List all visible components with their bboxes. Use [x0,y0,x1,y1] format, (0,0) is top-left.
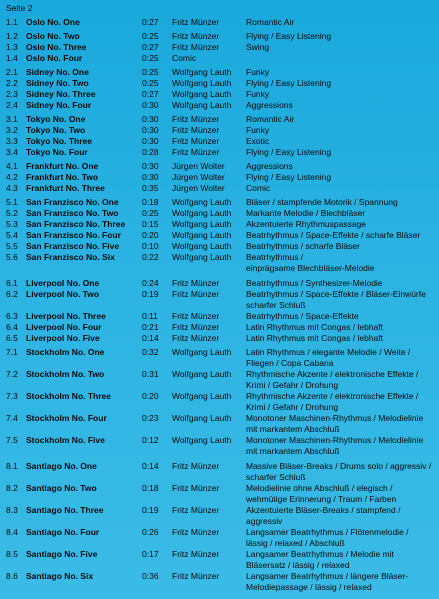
track-composer: Wolfgang Lauth [172,230,232,240]
track-composer: Fritz Münzer [172,333,220,343]
track-duration: 0:27 [142,17,159,27]
track-number: 8.6 [6,571,18,581]
track-number: 3.1 [6,114,18,124]
track-row [0,483,439,494]
track-title: Liverpool No. Four [26,322,102,332]
track-description: Funky [246,67,270,77]
track-duration: 0:30 [142,161,159,171]
track-duration: 0:31 [142,369,159,379]
track-description-continuation [0,402,439,413]
track-description: Flying / Easy Listening [246,147,332,157]
track-duration: 0:30 [142,172,159,182]
track-composer: Fritz Münzer [172,483,220,493]
track-duration: 0:25 [142,67,159,77]
track-title: Stockholm No. One [26,347,105,357]
track-row [0,172,439,183]
track-composer: Wolfgang Lauth [172,435,232,445]
track-composer: Fritz Münzer [172,136,220,146]
track-description: Langsamer Beatrhythmus / längere Bläser- [246,571,409,581]
track-number: 7.1 [6,347,18,357]
track-number: 6.2 [6,289,18,299]
track-duration: 0:27 [142,42,159,52]
track-description-continuation [0,494,439,505]
track-duration: 0:36 [142,571,159,581]
track-row [0,369,439,380]
track-row [0,435,439,446]
track-row [0,42,439,53]
track-description: Funky [246,125,270,135]
track-description: Aggressions [246,100,293,110]
track-duration: 0:17 [142,549,159,559]
track-duration: 0:27 [142,89,159,99]
track-description: Romantic Air [246,114,295,124]
track-composer: Fritz Münzer [172,278,220,288]
track-number: 8.3 [6,505,18,515]
track-title: San Franzisco No. Two [26,208,119,218]
track-row [0,391,439,402]
track-number: 4.1 [6,161,18,171]
track-number: 2.3 [6,89,18,99]
track-composer: Fritz Münzer [172,311,220,321]
track-duration: 0:25 [142,78,159,88]
track-composer: Wolfgang Lauth [172,369,232,379]
track-number: 3.3 [6,136,18,146]
track-row [0,461,439,472]
track-row [0,527,439,538]
track-duration: 0:18 [142,197,159,207]
track-row [0,322,439,333]
track-description: Romantic Air [246,17,295,27]
track-number: 6.4 [6,322,18,332]
track-composer: Jürgen Wolter [172,161,225,171]
track-row [0,125,439,136]
track-description: Akzentuierte Bläser-Breaks / stampfend / [246,505,401,515]
track-number: 1.3 [6,42,18,52]
track-number: 8.2 [6,483,18,493]
track-composer: Fritz Münzer [172,322,220,332]
track-composer: Wolfgang Lauth [172,100,232,110]
track-duration: 0:35 [142,183,159,193]
track-duration: 0:20 [142,230,159,240]
track-description: Langsamer Beatrhythmus / Melodie mit [246,549,394,559]
track-row [0,197,439,208]
track-number: 3.4 [6,147,18,157]
track-description: einprägsame Blechbläser-Melodie [246,263,375,273]
track-row [0,208,439,219]
track-duration: 0:15 [142,219,159,229]
track-title: San Franzisco No. Five [26,241,120,251]
track-composer: Fritz Münzer [172,289,220,299]
track-composer: Wolfgang Lauth [172,391,232,401]
track-duration: 0:24 [142,278,159,288]
track-duration: 0:25 [142,53,159,63]
track-composer: Fritz Münzer [172,125,220,135]
track-duration: 0:19 [142,505,159,515]
track-description: Beatrhythmus / Space-Effekte [246,311,359,321]
track-number: 6.1 [6,278,18,288]
track-description: Flying / Easy Listening [246,172,332,182]
track-description: Beatrhythmus / Synthesizer-Melodie [246,278,383,288]
track-duration: 0:21 [142,322,159,332]
track-composer: Fritz Münzer [172,505,220,515]
track-number: 7.3 [6,391,18,401]
track-description: Bläsersatz / lässig / relaxed [246,560,350,570]
track-number: 7.4 [6,413,18,423]
track-description: Monotoner Maschinen-Rhythmus / Melodielinie [246,413,424,423]
track-row [0,53,439,64]
track-duration: 0:23 [142,413,159,423]
track-composer: Wolfgang Lauth [172,241,232,251]
track-description: scharfer Schluß [246,300,306,310]
track-row [0,219,439,230]
track-title: Sidney No. Four [26,100,92,110]
track-composer: Wolfgang Lauth [172,78,232,88]
track-composer: Fritz Münzer [172,527,220,537]
track-description: Langsamer Beatrhythmus / Flötenmelodie / [246,527,409,537]
track-title: Frankfurt No. Three [26,183,105,193]
track-title: San Franzisco No. One [26,197,119,207]
track-composer: Fritz Münzer [172,42,220,52]
track-title: Sidney No. One [26,67,89,77]
track-composer: Wolfgang Lauth [172,347,232,357]
track-duration: 0:20 [142,391,159,401]
track-duration: 0:30 [142,136,159,146]
track-title: Liverpool No. Three [26,311,106,321]
track-duration: 0:30 [142,114,159,124]
track-title: Frankfurt No. Two [26,172,99,182]
track-title: Stockholm No. Four [26,413,107,423]
track-description: Fliegen / Copa Cabana [246,358,334,368]
track-number: 5.1 [6,197,18,207]
track-row [0,230,439,241]
track-description-continuation [0,560,439,571]
track-title: Stockholm No. Two [26,369,105,379]
track-row [0,549,439,560]
track-description: Krimi / Gefahr / Drohung [246,402,339,412]
track-composer: Fritz Münzer [172,114,220,124]
track-duration: 0:18 [142,483,159,493]
track-title: Oslo No. One [26,17,80,27]
track-composer: Fritz Münzer [172,571,220,581]
track-row [0,89,439,100]
track-description: Akzentuierte Rhythmuspassage [246,219,367,229]
track-title: San Franzisco No. Six [26,252,115,262]
track-composer: Wolfgang Lauth [172,252,232,262]
track-number: 8.1 [6,461,18,471]
track-title: Santiago No. Three [26,505,104,515]
track-composer: Fritz Münzer [172,17,220,27]
track-composer: Wolfgang Lauth [172,197,232,207]
track-description: wehmütige Erinnerung / Traum / Farben [246,494,397,504]
track-title: Liverpool No. Five [26,333,100,343]
track-duration: 0:30 [142,125,159,135]
track-composer: Comic [172,53,197,63]
track-row [0,67,439,78]
track-description: Rhythmische Akzente / elektronische Effekte / [246,369,419,379]
track-title: Frankfurt No. One [26,161,99,171]
track-description: Latin Rhythmus mit Congas / lebhaft [246,333,384,343]
track-row [0,413,439,424]
track-row [0,114,439,125]
track-duration: 0:14 [142,461,159,471]
track-description: Comic [246,183,271,193]
track-description-continuation [0,472,439,483]
track-number: 5.6 [6,252,18,262]
track-title: Stockholm No. Three [26,391,112,401]
track-description: Beatrhythmus / Space-Effekte / Bläser-Einwürfe [246,289,426,299]
track-number: 5.2 [6,208,18,218]
track-composer: Wolfgang Lauth [172,208,232,218]
track-composer: Wolfgang Lauth [172,67,232,77]
track-description: Exotic [246,136,270,146]
track-row [0,147,439,158]
track-number: 2.2 [6,78,18,88]
track-row [0,161,439,172]
track-description-continuation [0,538,439,549]
track-description: Markante Melodie / Blechbläser [246,208,366,218]
track-composer: Fritz Münzer [172,147,220,157]
track-number: 8.4 [6,527,18,537]
track-description: Beatrhythmus / Space-Effekte / scharfe Bläser [246,230,421,240]
track-duration: 0:28 [142,147,159,157]
track-composer: Jürgen Wolter [172,172,225,182]
track-title: San Franzisco No. Four [26,230,121,240]
track-title: Tokyo No. Three [26,136,92,146]
track-number: 6.5 [6,333,18,343]
track-title: Tokyo No. Two [26,125,86,135]
track-description: mit markantem Abschluß [246,424,340,434]
track-description-continuation [0,380,439,391]
track-description: Krimi / Gefahr / Drohung [246,380,339,390]
track-duration: 0:32 [142,347,159,357]
track-number: 2.4 [6,100,18,110]
track-description: Bläser / stampfende Motorik / Spannung [246,197,398,207]
track-title: Tokyo No. Four [26,147,88,157]
track-duration: 0:30 [142,100,159,110]
track-description: Melodiepassage / lässig / relaxed [246,582,372,592]
track-title: Oslo No. Two [26,31,80,41]
track-row [0,252,439,263]
track-number: 4.2 [6,172,18,182]
track-duration: 0:12 [142,435,159,445]
track-description: Massive Bläser-Breaks / Drums solo / aggressiv / [246,461,432,471]
track-description: Melodielinie ohne Abschluß / elegisch / [246,483,393,493]
page-label: Seite 2 [6,3,33,13]
track-number: 5.3 [6,219,18,229]
track-number: 6.3 [6,311,18,321]
track-title: Tokyo No. One [26,114,86,124]
track-duration: 0:22 [142,252,159,262]
track-description: Monotoner Maschinen-Rhythmus / Melodielinie [246,435,424,445]
track-description: lässig / relaxed / Abschluß [246,538,345,548]
track-title: Oslo No. Four [26,53,83,63]
track-row [0,505,439,516]
track-title: Liverpool No. One [26,278,100,288]
track-row [0,571,439,582]
track-row [0,100,439,111]
track-number: 7.2 [6,369,18,379]
track-description: mit markantem Abschluß [246,446,340,456]
track-number: 1.2 [6,31,18,41]
track-description: Beatrhythmus / scharfe Bläser [246,241,360,251]
track-duration: 0:14 [142,333,159,343]
track-description: Beatrhythmus / [246,252,304,262]
track-description-continuation [0,424,439,435]
track-number: 3.2 [6,125,18,135]
track-description: aggressiv [246,516,283,526]
track-composer: Wolfgang Lauth [172,219,232,229]
track-description: Flying / Easy Listening [246,78,332,88]
track-title: San Franzisco No. Three [26,219,126,229]
track-row [0,278,439,289]
track-description: Funky [246,89,270,99]
track-number: 8.5 [6,549,18,559]
track-title: Santiago No. Five [26,549,98,559]
track-title: Stockholm No. Five [26,435,105,445]
track-title: Sidney No. Three [26,89,96,99]
track-description: Swing [246,42,270,52]
track-title: Santiago No. Four [26,527,100,537]
track-row [0,17,439,28]
track-composer: Fritz Münzer [172,461,220,471]
track-row [0,311,439,322]
track-row [0,241,439,252]
track-description-continuation [0,300,439,311]
track-row [0,289,439,300]
track-description: Aggressions [246,161,293,171]
track-composer: Wolfgang Lauth [172,413,232,423]
track-duration: 0:19 [142,289,159,299]
track-description: Rhythmische Akzente / elektronische Effekte / [246,391,419,401]
track-description: Latin Rhythmus / elegante Melodie / Weite / [246,347,411,357]
track-description-continuation [0,358,439,369]
track-description-continuation [0,582,439,593]
track-number: 2.1 [6,67,18,77]
track-row [0,347,439,358]
track-number: 1.4 [6,53,18,63]
track-duration: 0:25 [142,208,159,218]
track-title: Sidney No. Two [26,78,89,88]
track-title: Liverpool No. Two [26,289,100,299]
track-number: 4.3 [6,183,18,193]
track-description: Flying / Easy Listening [246,31,332,41]
track-row [0,183,439,194]
track-title: Santiago No. One [26,461,97,471]
track-row [0,31,439,42]
track-description-continuation [0,446,439,457]
track-title: Santiago No. Six [26,571,94,581]
track-title: Oslo No. Three [26,42,87,52]
track-description-continuation [0,263,439,274]
track-row [0,136,439,147]
track-description-continuation [0,516,439,527]
track-description: scharfer Schluß [246,472,306,482]
track-composer: Wolfgang Lauth [172,89,232,99]
track-row [0,78,439,89]
track-composer: Fritz Münzer [172,31,220,41]
track-duration: 0:10 [142,241,159,251]
track-row [0,333,439,344]
track-number: 5.4 [6,230,18,240]
track-description: Latin Rhythmus mit Congas / lebhaft [246,322,384,332]
track-title: Santiago No. Two [26,483,97,493]
track-number: 1.1 [6,17,18,27]
track-number: 7.5 [6,435,18,445]
track-composer: Jürgen Wolter [172,183,225,193]
track-number: 5.5 [6,241,18,251]
track-duration: 0:26 [142,527,159,537]
track-duration: 0:11 [142,311,158,321]
track-duration: 0:25 [142,31,159,41]
track-composer: Fritz Münzer [172,549,220,559]
